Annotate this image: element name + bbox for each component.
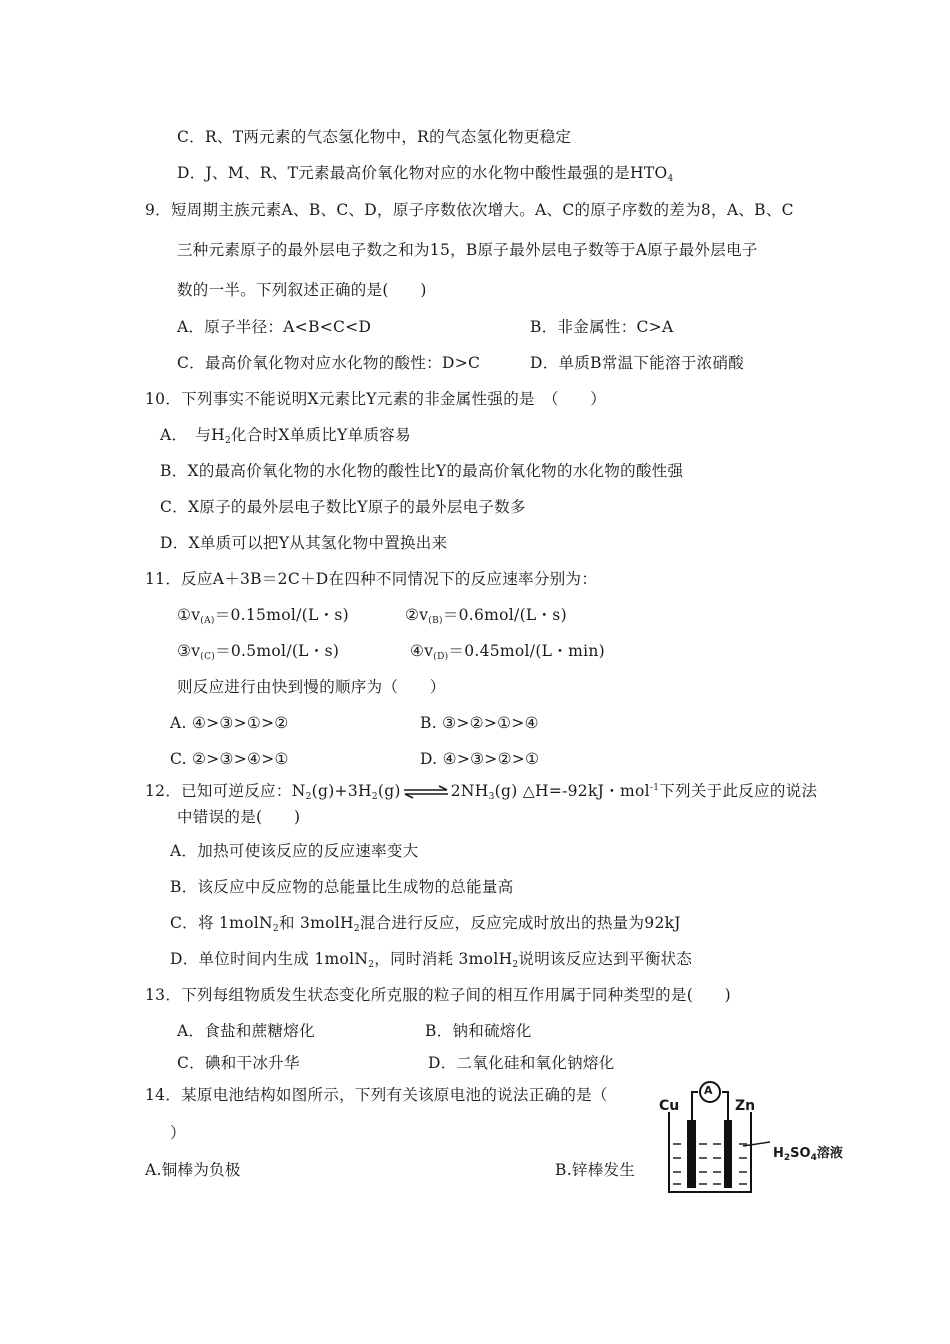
q10-option-d-text: D．X单质可以把Y从其氢化物中置换出来 (160, 534, 448, 552)
ammeter-label: A (704, 1084, 713, 1097)
q13-option-d-text: D．二氧化硅和氧化钠熔化 (428, 1054, 615, 1072)
q13-option-c-text: C．碘和干冰升华 (177, 1054, 300, 1072)
q11-rate-3-sub: (C) (200, 652, 216, 662)
q13-option-b (425, 1021, 532, 1041)
q11-rate-4-pre: ④v (410, 642, 434, 660)
q12-stem-part4: 2NH (450, 782, 489, 800)
q11-option-d-text: D. ④>③>②>① (420, 750, 540, 768)
q11-rate-1-sub: (A) (200, 616, 215, 626)
q14-stem-end (170, 1123, 186, 1143)
q14-stem-text: 14．某原电池结构如图所示，下列有关该原电池的说法正确的是（ (145, 1086, 608, 1104)
q14-option-b (555, 1160, 635, 1180)
q13-option-a-text: A．食盐和蔗糖熔化 (177, 1022, 315, 1040)
q12-option-d-part3: 说明该反应达到平衡状态 (518, 950, 693, 968)
q11-rate-1 (177, 605, 349, 625)
q12-option-c-part2: 和 3molH (278, 914, 354, 932)
q12-option-c-sub1: 2 (272, 924, 279, 934)
q9-option-c (177, 353, 480, 373)
q9-option-d (530, 353, 744, 373)
q11-rate-2 (405, 605, 567, 625)
cu-label: Cu (659, 1098, 680, 1114)
q12-stem-sub4: 3 (488, 792, 495, 802)
q9-option-c-text: C．最高价氧化物对应水化物的酸性：D>C (177, 354, 481, 372)
q12-stem-sub2: 2 (371, 792, 378, 802)
q11-rate-2-sub: (B) (428, 616, 443, 626)
q8-option-c (177, 127, 571, 147)
q12-option-d-sub2: 2 (512, 960, 519, 970)
q10-stem (145, 389, 606, 409)
q12-stem-part6: 下列关于此反应的说法 (659, 782, 818, 800)
q8-option-c-text: C．R、T两元素的气态氢化物中，R的气态氢化物更稳定 (177, 128, 572, 146)
q10-option-b-text: B．X的最高价氧化物的水化物的酸性比Y的最高价氧化物的水化物的酸性强 (160, 462, 684, 480)
q13-option-a (177, 1021, 315, 1041)
q10-stem-text: 10．下列事实不能说明X元素比Y元素的非金属性强的是 （ ） (145, 390, 607, 408)
q11-rate-4 (410, 641, 605, 661)
beaker-outline (669, 1112, 751, 1192)
q12-option-c (170, 913, 681, 933)
q11-option-c-text: C. ②>③>④>① (170, 750, 289, 768)
q12-option-c-part1: C．将 1molN (170, 914, 273, 932)
q9-option-b (530, 317, 673, 337)
q12-option-d-sub1: 2 (368, 960, 375, 970)
q12-option-d-part1: D．单位时间内生成 1molN (170, 950, 369, 968)
q12-stem-part5: (g) △H=-92kJ・mol (494, 782, 650, 800)
solution-label-sub1: 2 (783, 1153, 791, 1163)
q14-stem-end-text: ） (170, 1124, 186, 1142)
q11-rate-1-pre: ①v (177, 606, 201, 624)
q9-option-b-text: B．非金属性：C>A (530, 318, 674, 336)
q12-option-d (170, 949, 692, 969)
q9-option-a-text: A．原子半径：A<B<C<D (177, 318, 372, 336)
q11-rate-3-post: ＝0.5mol/(L・s) (215, 642, 340, 660)
q12-stem-sup5: -1 (649, 783, 660, 793)
q12-option-c-part3: 混合进行反应，反应完成时放出的热量为92kJ (359, 914, 681, 932)
q11-rate-1-post: ＝0.15mol/(L・s) (214, 606, 349, 624)
copper-electrode (687, 1120, 696, 1188)
q14-stem (145, 1085, 608, 1105)
q12-option-d-part2: ，同时消耗 3molH (374, 950, 513, 968)
q9-option-d-text: D．单质B常温下能溶于浓硝酸 (530, 354, 745, 372)
q12-option-c-sub2: 2 (353, 924, 360, 934)
solution-label-sub2: 4 (810, 1153, 817, 1163)
solution-label-text: 溶液 (816, 1146, 843, 1161)
q14-option-a (145, 1160, 241, 1180)
q12-stem-part3: (g) (377, 782, 401, 800)
q10-option-a-sub: 2 (224, 436, 231, 446)
q9-stem-line2 (177, 240, 758, 260)
q13-stem-text: 13．下列每组物质发生状态变化所克服的粒子间的相互作用属于同种类型的是( ) (145, 986, 732, 1004)
q11-option-d (420, 749, 539, 769)
q8-option-d-text: D．J、M、R、T元素最高价氧化物对应的水化物中酸性最强的是HTO (177, 164, 668, 182)
q11-ask (177, 677, 446, 697)
q11-stem-text: 11．反应A＋3B＝2C＋D在四种不同情况下的反应速率分别为： (145, 570, 598, 588)
q11-rate-4-post: ＝0.45mol/(L・min) (448, 642, 605, 660)
q11-ask-text: 则反应进行由快到慢的顺序为（ ） (177, 678, 446, 696)
q13-option-c (177, 1053, 300, 1073)
q10-option-b (160, 461, 683, 481)
q13-option-b-text: B．钠和硫熔化 (425, 1022, 532, 1040)
q11-stem (145, 569, 597, 589)
q11-option-b (420, 713, 539, 733)
solution-label-so: SO (790, 1146, 811, 1161)
q10-option-a-post: 化合时X单质比Y单质容易 (231, 426, 411, 444)
q11-rate-2-pre: ②v (405, 606, 429, 624)
q10-option-c-text: C．X原子的最外层电子数比Y原子的最外层电子数多 (160, 498, 526, 516)
q11-option-c (170, 749, 289, 769)
q12-stem-line2 (177, 807, 300, 827)
galvanic-cell-figure (655, 1080, 860, 1205)
q11-rate-3 (177, 641, 339, 661)
q10-option-c (160, 497, 526, 517)
q12-stem-part2: (g)+3H (311, 782, 372, 800)
q10-option-a-pre: A． 与H (160, 426, 225, 444)
q8-option-d-sub: 4 (667, 174, 674, 184)
q13-option-d (428, 1053, 615, 1073)
q9-stem-line1 (145, 200, 794, 220)
q12-option-a-text: A．加热可使该反应的反应速率变大 (170, 842, 419, 860)
q12-stem-sub1: 2 (305, 792, 312, 802)
equilibrium-arrow-icon (403, 785, 449, 799)
solution-label (773, 1142, 843, 1161)
q12-option-b (170, 877, 514, 897)
q9-stem-line2-text: 三种元素原子的最外层电子数之和为15，B原子最外层电子数等于A原子最外层电子 (177, 241, 758, 259)
q9-option-a (177, 317, 371, 337)
zn-label: Zn (735, 1098, 756, 1114)
q12-stem-part1: 12．已知可逆反应：N (145, 782, 306, 800)
q11-rate-4-sub: (D) (433, 652, 449, 662)
q12-stem-line1 (145, 781, 817, 801)
q10-option-a (160, 425, 411, 445)
solution-label-h: H (773, 1146, 784, 1161)
q8-option-d (177, 163, 674, 183)
q13-stem (145, 985, 731, 1005)
q11-option-a-text: A. ④>③>①>② (170, 714, 289, 732)
q10-option-d (160, 533, 447, 553)
q9-stem-line3-text: 数的一半。下列叙述正确的是( ) (177, 281, 427, 299)
q11-rate-2-post: ＝0.6mol/(L・s) (442, 606, 567, 624)
q9-stem-line1-text: 9．短周期主族元素A、B、C、D，原子序数依次增大。A、C的原子序数的差为8，A、B、C (145, 201, 794, 219)
q11-option-b-text: B. ③>②>①>④ (420, 714, 539, 732)
q12-option-b-text: B．该反应中反应物的总能量比生成物的总能量高 (170, 878, 514, 896)
q11-rate-3-pre: ③v (177, 642, 201, 660)
q12-stem-line2-text: 中错误的是( ) (177, 808, 301, 826)
q9-stem-line3 (177, 280, 427, 300)
q12-option-a (170, 841, 419, 861)
q14-option-a-text: A.铜棒为负极 (145, 1161, 241, 1179)
zinc-electrode (724, 1120, 732, 1188)
q11-option-a (170, 713, 289, 733)
q14-option-b-text: B.锌棒发生 (555, 1161, 636, 1179)
